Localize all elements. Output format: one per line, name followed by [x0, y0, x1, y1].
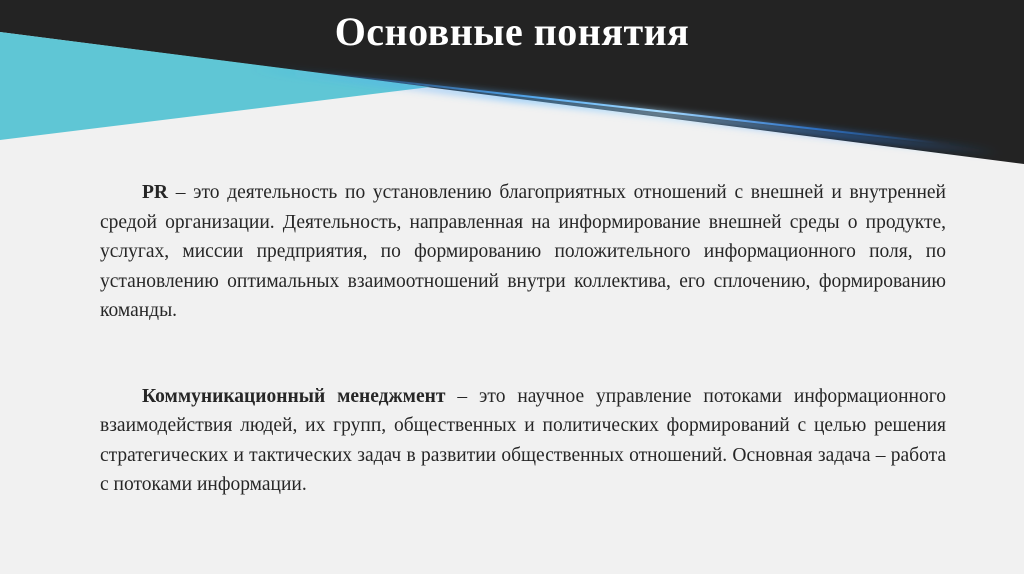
term-pr: PR	[142, 182, 168, 203]
term-comm-management: Коммуникационный менеджмент	[142, 385, 446, 407]
definition-pr-text: – это деятельность по установлению благоприятных отношений с внешней и внутренней средой организации. Деятельность, направленная на информирование внешней среды о продукте, услугах, миссии предприятия, по формированию положительного информационного поля, по установлению оптимальных взаимоотношений внутри коллектива, его сплочению, формированию команды.	[100, 182, 946, 321]
slide-title: Основные понятия	[334, 9, 690, 54]
definition-comm-management	[100, 382, 946, 500]
definition-comm-management-text: – это научное управление потоками информационного взаимодействия людей, их групп, общественных и политических формирований с целью решения стратегических и тактических задач в развитии общественных отношений. Основная задача – работа с потоками информации.	[100, 385, 946, 495]
content-body	[100, 178, 946, 500]
definition-pr	[100, 178, 946, 326]
